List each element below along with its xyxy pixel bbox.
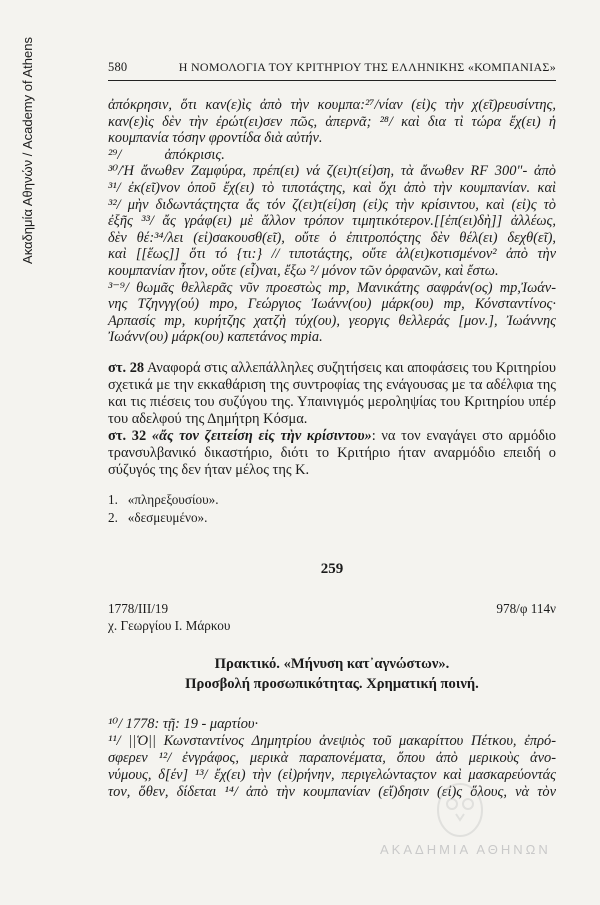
text-line: καὶ [[ἕως]] ὅτι τό {τι:} // τιποτάςτης, οὔτε ἀλ(ει)κοτισμένον² ἀπὸ τὴν [108, 246, 556, 263]
text-line: κουμπανίαν ἦτον, οὔτε (εἶ)ναι, ἔξω ²/ μόνον τῶν ὀρφανῶν, καὶ ἔστω. [108, 262, 499, 279]
text-line: καν(ε)ὶς δὲν τὴν ἐρώτ(ει)σεν πῶς, ἀπερνᾶ; ²⁸/ καὶ δια τὶ τώρα ἔχ(ει) ἡ [108, 113, 556, 130]
watermark: ΑΚΑΔΗΜΙΑ ΑΘΗΝΩΝ [380, 842, 551, 857]
text-line: ³⁰/Ἡ ἄνωθεν Ζαμφύρα, πρέπ(ει) νά ζ(ει)τ(εί)ση, τὰ ἄνωθεν RF 300"- ἀπὸ [108, 163, 556, 180]
document-reference: 978/φ 114ν [496, 600, 556, 616]
archive-stamp-text: Ακαδημία Αθηνών / Academy of Athens [19, 36, 35, 264]
text-line: νης Τζηνγγ(ού) mpo, Γεώργιος Ἰωάνν(ου) μάρκ(ου) mp, Κόνσταντίνος· [108, 296, 556, 313]
commentary-label: στ. 32 [108, 427, 147, 444]
running-title: Η ΝΟΜΟΛΟΓΙΑ ΤΟΥ ΚΡΙΤΗΡΙΟΥ ΤΗΣ ΕΛΛΗΝΙΚΗΣ «ΚΟΜΠΑΝΙΑΣ» [178, 60, 556, 74]
commentary-paragraph [108, 428, 556, 479]
footnotes [108, 491, 556, 527]
footnote-text: «δεσμευμένο». [127, 509, 208, 525]
text-line: ³²/ μὴν διδωντάςτηςτα ἄς τόν ζ(ει)τ(εί)ση (εἰ)ς τὴν κρίσιντου, καὶ (εἰ)ς τὸ [108, 196, 556, 213]
commentary-label: στ. 28 [108, 359, 145, 376]
archive-stamp [14, 0, 40, 300]
footnote-text: «πληρεξουσίου». [127, 491, 219, 507]
page-number: 580 [108, 60, 128, 74]
text-line: ³¹/ ἐκ(εῖ)νον ὁποῦ ἔχ(ει) τὸ τιποτάςτης, καὶ ὄχι ἀπὸ τὴν κουμπανίαν. καὶ [108, 179, 556, 196]
commentary-text: : να τον εναγάγει στο αρμόδιο τρανσυλβανικό δικαστήριο, διότι το Κριτήριο ήταν αναρμόδιο επειδή ο σύζυγός της δεν ήταν μέλος της Κ. [108, 427, 557, 478]
footnote-number: 1. [108, 491, 118, 507]
footnote-number: 2. [108, 509, 118, 525]
text-line: ἀπόκρησιν, ὅτι καν(ε)ὶς ἀπὸ τὴν κουμπα:²⁷/νίαν (εἰ)ς τὴν χ(εῖ)ρευσίντης, [108, 97, 556, 113]
document-title [108, 654, 556, 694]
commentary-paragraph [108, 360, 556, 428]
text-line: τον, ὅθεν, δίδεται ¹⁴/ ἀπὸ τὴν κουμπανίαν (εἴ)δησιν (εἰ)ς ὅλους, νὰ τὸν [108, 783, 556, 800]
text-line: κουμπανία τόσην φροντίδα διὰ αὐτήν. [108, 130, 323, 147]
page [108, 60, 556, 801]
text-line: σφερεν ¹²/ ἐνγράφος, μερικὰ παραπονέματα, ὅπου ἀπὸ μερικοὺς ἀνο- [108, 749, 556, 766]
document-date: 1778/ΙΙΙ/19 [108, 600, 169, 616]
text-line: ²⁹/ ἀπόκρισις. [108, 146, 225, 163]
text-line: ¹¹/ ||Ὁ|| Κωνσταντίνος Δημητρίου ἀνεψιὸς τοῦ μακαρίττου Πέτκου, ἐπρό- [108, 732, 556, 749]
footnote [108, 491, 556, 509]
document-title-line: Προσβολή προσωπικότητας. Χρηματική ποινή. [185, 675, 479, 692]
commentary-quote: «ἄς τον ζειτείση εἰς τὴν κρίσιντου» [151, 427, 372, 444]
document-author: χ. Γεωργίου Ι. Μάρκου [108, 617, 231, 633]
text-line: Ἰωάνν(ου) μάρκ(ου) καπετάνος mpia. [108, 329, 323, 346]
document-meta [108, 600, 556, 634]
commentary [108, 360, 556, 479]
document-title-line: Πρακτικό. «Μήνυση κατ᾽αγνώστων». [214, 655, 450, 672]
text-line: Αρπασίς mp, κυρήτζης χατζὴ τύχ(ου), γεοργις θελλεράς [μον.], Ἰωάννης [108, 312, 556, 329]
commentary-text: Αναφορά στις αλλεπάλληλες συζητήσεις και αποφάσεις του Κριτηρίου σχετικά με την εκκαθάριση της συντροφίας της ενάγουσας με τα αδέλφια της και τις πιέσεις του συζύγου της. Υπαινιγμός μεροληψίας του Κριτηρίου υπέρ του αδελφού της Δημήτρη Κόσμα. [108, 359, 556, 427]
footnote [108, 509, 556, 527]
document-text-top [108, 97, 556, 346]
text-line: νύμους, δ[έν] ¹³/ ἔχ(ει) τὴν (εἰ)ρήνην, περιγελώνταςτον καὶ μασκαρεύοντάς [108, 766, 556, 783]
text-line: ³⁻⁹/ θωμᾶς θελλερᾶς νῦν προεστὼς mp, Μανικάτης σαφράν(ος) mp,Ἰωάν- [108, 279, 556, 296]
text-line: δὲν θέ:³⁴/λει (εἰ)σακουσθ(εῖ), οὔτε ὁ ἐπιτροπόςτης δὲν θέλ(ει) δεχθ(εῖ), [108, 229, 556, 246]
text-line: ¹⁰/ 1778: τῇ: 19 - μαρτίου· [108, 715, 259, 732]
running-header [108, 60, 556, 81]
text-line: ἐξῆς ³³/ ἄς γράφ(ει) μὲ ἄλλον τρόπον τιμητικότερον.[[ἐπ(ει)δὴ]] ἀλλέως, [108, 213, 556, 230]
document-number: 259 [320, 560, 344, 577]
owl-seal-icon [425, 780, 495, 840]
